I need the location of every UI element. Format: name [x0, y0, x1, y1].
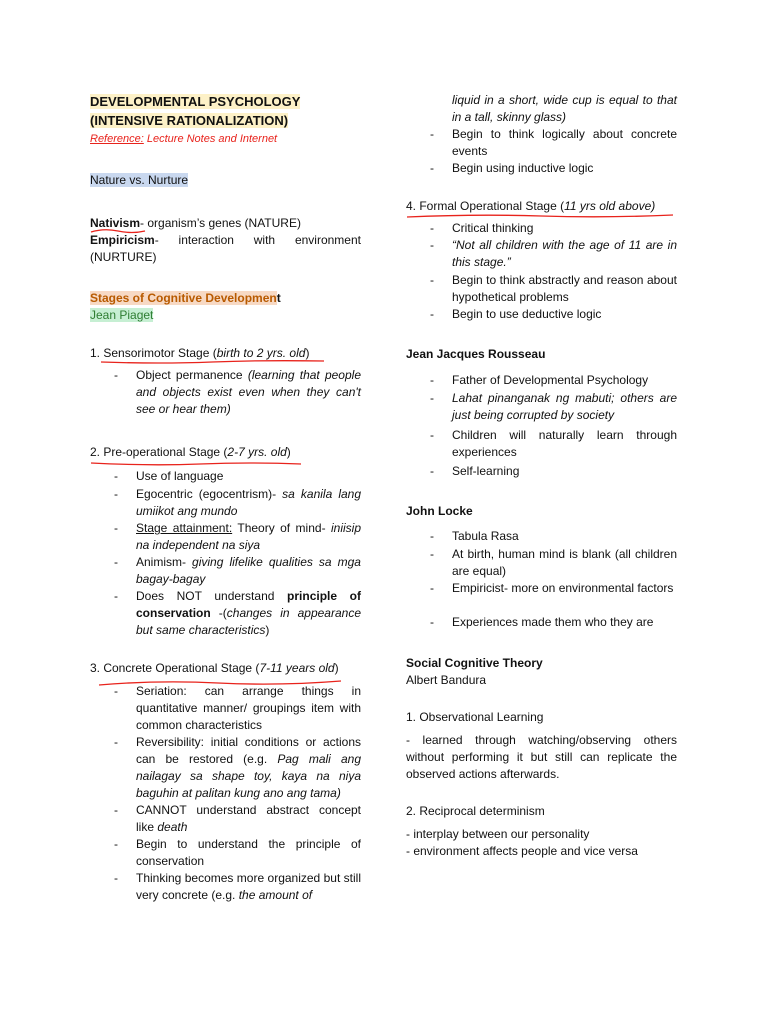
reference-text: Lecture Notes and Internet: [143, 133, 278, 145]
nativism-def: - organism’s genes (NATURE): [140, 216, 301, 230]
item-text-italic: changes in appearance but same characteristics: [136, 606, 361, 637]
list-item: [114, 468, 361, 485]
nature-heading: [90, 172, 188, 189]
stage2-suffix: ): [286, 445, 291, 459]
item-text-underlined: Stage attainment:: [136, 521, 233, 535]
stage3-name: 3. Concrete Operational Stage (: [90, 661, 260, 675]
bullet-dash: -: [430, 615, 434, 629]
list-item: [114, 520, 362, 554]
bullet-dash: -: [114, 803, 118, 817]
bullet-dash: -: [114, 837, 118, 851]
item-text: ): [265, 623, 270, 637]
empiricism-term: Empiricism: [90, 233, 155, 247]
list-item: [430, 580, 677, 597]
item-text-italic: the amount of: [238, 888, 313, 902]
stage3-heading: [90, 660, 339, 677]
bullet-dash: -: [430, 238, 434, 252]
bullet-dash: -: [430, 307, 434, 321]
item-text-italic: liquid in a short, wide cup is equal to that in a tall, skinny glass): [452, 93, 677, 124]
bullet-dash: -: [114, 871, 118, 885]
nature-heading-text: Nature vs. Nurture: [90, 173, 189, 187]
stage1-prefix: 1.: [90, 346, 104, 360]
list-item: [114, 836, 361, 870]
sct-point2-line1: - interplay between our personality: [406, 827, 590, 841]
stage2-name: 2. Pre-operational Stage (: [90, 445, 228, 459]
bullet-dash: -: [430, 273, 434, 287]
item-text: CANNOT understand abstract concept like: [136, 803, 361, 834]
item-text: Tabula Rasa: [452, 529, 519, 543]
stage3-age: 7-11 years old: [259, 661, 335, 675]
list-item: [114, 734, 361, 802]
item-text-italic: giving lifelike qualities sa mga bagay-bagay: [136, 555, 361, 586]
bullet-dash: -: [430, 161, 434, 175]
list-item: [430, 390, 677, 424]
stage1-age: birth to 2 yrs. old: [216, 346, 306, 360]
bullet-dash: -: [114, 555, 118, 569]
list-item: [114, 554, 361, 588]
item-text: Animism-: [136, 555, 193, 569]
rousseau-heading: Jean Jacques Rousseau: [406, 347, 546, 361]
stage4-age: 11 yrs old above): [564, 199, 656, 213]
sct-point2-title: 2. Reciprocal determinism: [406, 804, 545, 818]
stage2-heading: [90, 444, 291, 461]
bullet-dash: -: [430, 127, 434, 141]
sct-point2-line2: - environment affects people and vice versa: [406, 844, 638, 858]
stage1-suffix: ): [305, 346, 310, 360]
item-text: At birth, human mind is blank (all children are equal): [452, 547, 677, 578]
stage3-suffix: ): [334, 661, 339, 675]
item-text-italic: death: [157, 820, 188, 834]
item-text: Thinking becomes more organized but still very concrete (e.g.: [136, 871, 361, 902]
item-text: Begin to understand the principle of conservation: [136, 837, 361, 868]
stages-heading-last: t: [276, 291, 281, 305]
item-text: Theory of mind-: [232, 521, 331, 535]
bullet-dash: -: [114, 589, 118, 603]
item-text: Seriation: can arrange things in quantitative manner/ groupings item with common characteristics: [136, 684, 361, 732]
stages-heading-text: Stages of Cognitive Developmen: [90, 291, 277, 305]
item-text-italic: sa kanila lang umiikot ang mundo: [136, 487, 361, 518]
list-item: [114, 588, 361, 639]
stage4-name: 4. Formal Operational Stage (: [406, 199, 565, 213]
bullet-dash: -: [114, 469, 118, 483]
item-text-italic: (learning that people and objects exist even when they can't see or hear them): [136, 368, 361, 416]
sct-heading: Social Cognitive Theory: [406, 656, 543, 670]
item-text-italic: Lahat pinanganak ng mabuti; others are just being corrupted by society: [452, 391, 677, 422]
stages-heading: [90, 290, 281, 307]
list-item: [430, 160, 677, 177]
item-text: Use of language: [136, 469, 224, 483]
title-line-1: DEVELOPMENTAL PSYCHOLOGY: [90, 94, 301, 109]
item-text: Begin to think logically about concrete events: [452, 127, 677, 158]
list-item: [430, 427, 677, 461]
list-item: [430, 528, 677, 545]
stage1-name: Sensorimotor Stage (: [103, 346, 217, 360]
item-text: Empiricist- more on environmental factors: [452, 581, 674, 595]
nativism-term: Nativism: [90, 216, 141, 230]
list-item: [114, 367, 361, 418]
item-text: Self-learning: [452, 464, 520, 478]
bullet-dash: -: [430, 529, 434, 543]
bullet-dash: -: [430, 464, 434, 478]
item-text: Reversibility: initial conditions or actions can be restored (e.g.: [136, 735, 361, 766]
list-item: [114, 683, 361, 734]
list-item: [430, 614, 677, 631]
item-text: Experiences made them who they are: [452, 615, 654, 629]
stage2-age: 2-7 yrs. old: [227, 445, 287, 459]
bullet-dash: -: [430, 581, 434, 595]
bullet-dash: -: [114, 487, 118, 501]
list-item: [430, 220, 677, 237]
bullet-dash: -: [430, 221, 434, 235]
stage2-underline: [90, 461, 302, 467]
document-title: [90, 92, 300, 130]
bullet-dash: -: [430, 547, 434, 561]
list-item: [430, 546, 677, 580]
bullet-dash: -: [430, 428, 434, 442]
item-text: Father of Developmental Psychology: [452, 373, 649, 387]
empiricism-definition: [90, 232, 361, 266]
item-text: Object permanence: [136, 368, 248, 382]
stage4-underline: [406, 213, 674, 219]
item-text: Begin to think abstractly and reason about hypothetical problems: [452, 273, 677, 304]
list-item: [430, 272, 677, 306]
sct-point1-text: - learned through watching/observing others without performing it but still can replicate the observed actions afterwards.: [406, 733, 677, 781]
item-text: Begin using inductive logic: [452, 161, 594, 175]
list-item: [430, 126, 677, 160]
empiricism-def: - interaction with environment (NURTURE): [90, 233, 361, 264]
item-text: Does NOT understand: [136, 589, 288, 603]
bullet-dash: -: [114, 735, 118, 749]
sct-author: Albert Bandura: [406, 673, 487, 687]
item-text-italic: Pag mali ang nailagay sa shape toy, kaya na niya baguhin at palitan kung ano ang tama): [136, 752, 361, 800]
bullet-dash: -: [430, 391, 434, 405]
list-item: [114, 870, 361, 904]
bullet-dash: -: [430, 373, 434, 387]
locke-heading: John Locke: [406, 504, 473, 518]
list-item-continuation: [452, 92, 677, 126]
list-item: [430, 237, 677, 271]
bullet-dash: -: [114, 368, 118, 382]
reference-label: Reference:: [90, 133, 144, 145]
piaget-name: [90, 307, 153, 324]
bullet-dash: -: [114, 684, 118, 698]
bullet-dash: -: [114, 521, 118, 535]
item-text: -(: [210, 606, 227, 620]
list-item: [114, 486, 361, 520]
list-item: [430, 306, 677, 323]
item-text-italic: “Not all children with the age of 11 are in this stage.”: [452, 238, 677, 269]
item-text: Children will naturally learn through experiences: [452, 428, 677, 459]
item-text-italic: iniisip na independent na siya: [136, 521, 362, 552]
piaget-text: Jean Piaget: [90, 308, 154, 322]
list-item: [430, 463, 677, 480]
sct-point1-title: 1. Observational Learning: [406, 710, 544, 724]
item-text: Begin to use deductive logic: [452, 307, 602, 321]
item-text: Critical thinking: [452, 221, 534, 235]
stage1-underline: [100, 359, 325, 365]
list-item: [114, 802, 361, 836]
item-text-bold: principle of conservation: [136, 589, 361, 620]
item-text: Egocentric (egocentrism)-: [136, 487, 283, 501]
title-line-2: (INTENSIVE RATIONALIZATION): [90, 113, 289, 128]
list-item: [430, 372, 677, 389]
reference-line: [90, 133, 277, 145]
